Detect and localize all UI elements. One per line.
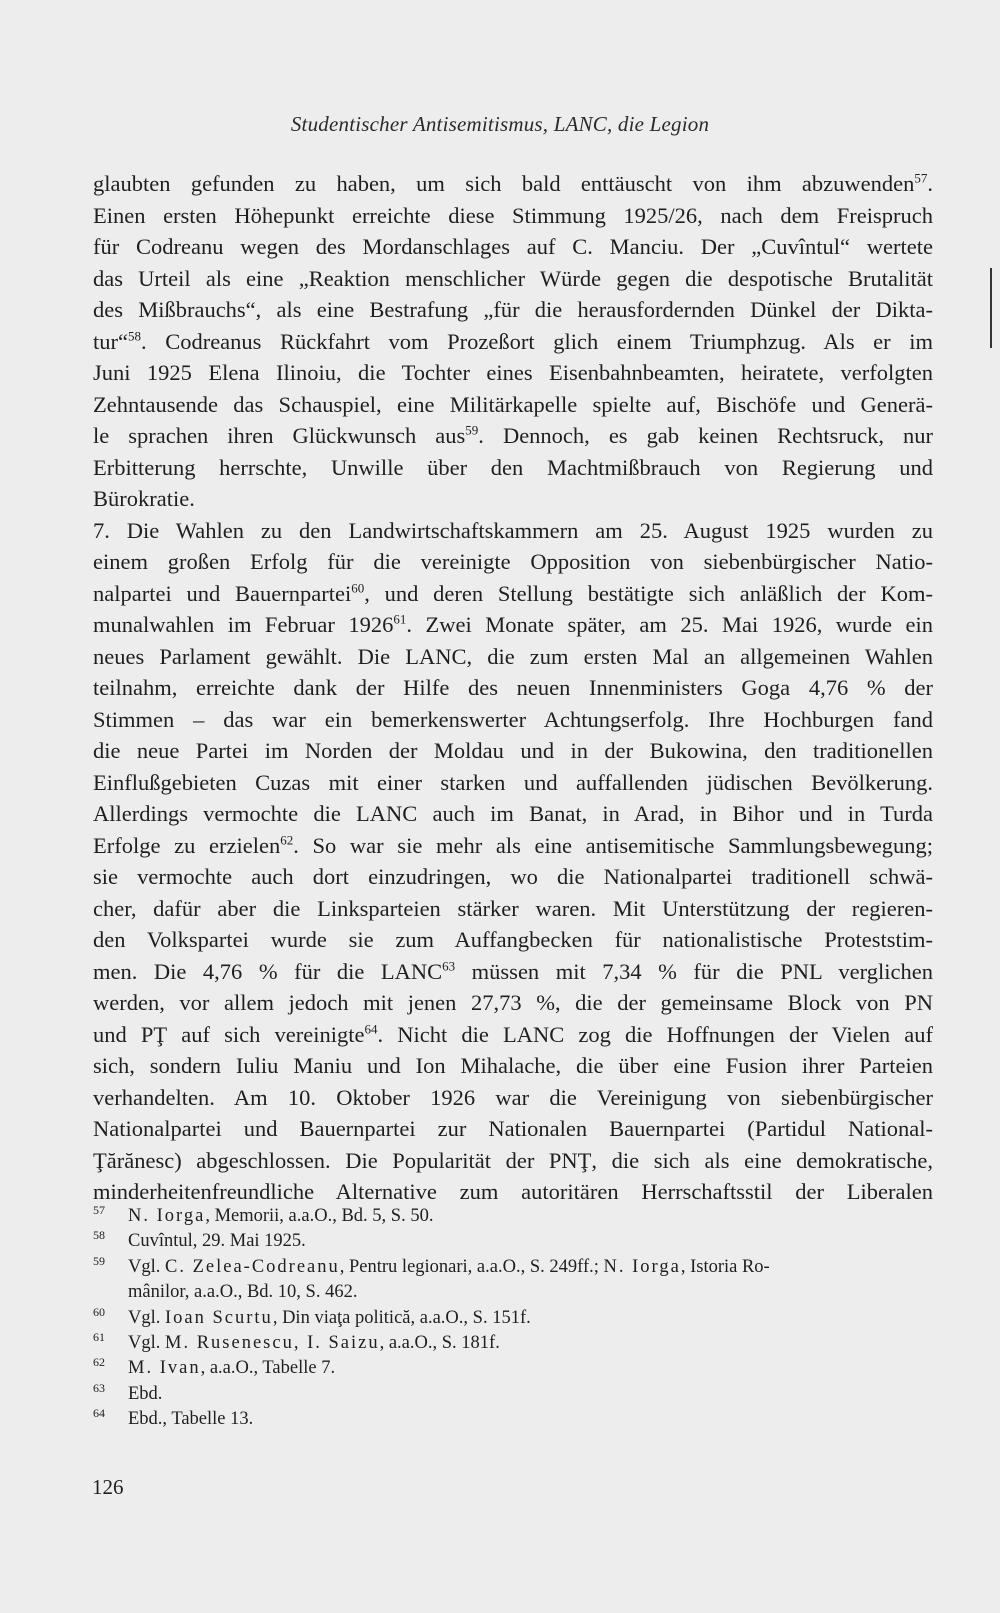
text-line: le sprachen ihren Glückwunsch aus$^{59}$. Dennoch, es gab keinen Rechtsruck, nur bbox=[93, 422, 933, 448]
text-line: das Urteil als eine „Reaktion menschlicher Würde gegen die despotische Brutalität bbox=[93, 265, 933, 291]
footnote: 61 Vgl. M. Rusenescu, I. Saizu, a.a.O., S. 181f. bbox=[93, 1331, 933, 1356]
text-line: glaubten gefunden zu haben, um sich bald enttäuscht von ihm abzuwenden$^{57}$. bbox=[93, 170, 933, 196]
footnote-number: 60 bbox=[93, 1304, 105, 1319]
text-line: verhandelten. Am 10. Oktober 1926 war die Vereinigung von siebenbürgischer bbox=[93, 1084, 933, 1110]
text-line: und PŢ auf sich vereinigte$^{64}$. Nicht die LANC zog die Hoffnungen der Vielen auf bbox=[93, 1021, 933, 1047]
footnote-number: 63 bbox=[93, 1380, 105, 1395]
footnote-number: 59 bbox=[93, 1253, 105, 1268]
running-head: Studentischer Antisemitismus, LANC, die Legion bbox=[290, 112, 710, 136]
footnotes bbox=[93, 1204, 933, 1433]
text-line: men. Die 4,76 % für die LANC$^{63}$ müssen mit 7,34 % für die PNL verglichen bbox=[93, 958, 933, 984]
text-line: Nationalpartei und Bauernpartei zur Nationalen Bauernpartei (Partidul National- bbox=[93, 1116, 933, 1141]
text-line: munalwahlen im Februar 1926$^{61}$. Zwei Monate später, am 25. Mai 1926, wurde ein bbox=[93, 611, 934, 637]
footnote-number: 64 bbox=[93, 1406, 105, 1421]
footnote: 57 N. Iorga, Memorii, a.a.O., Bd. 5, S. 50. bbox=[93, 1204, 933, 1229]
text-line: Juni 1925 Elena Ilinoiu, die Tochter eines Eisenbahnbeamten, heiratete, verfolgten bbox=[93, 360, 933, 385]
footnote-number: 57 bbox=[93, 1203, 105, 1217]
text-line: sie vermochte auch dort einzudringen, wo die Nationalpartei traditionell schwä- bbox=[93, 864, 933, 889]
text-line: für Codreanu wegen des Mordanschlages auf C. Manciu. Der „Cuvîntul“ wertete bbox=[93, 234, 933, 259]
text-line: des Mißbrauchs“, als eine Bestrafung „für die herausfordernden Dünkel der Dikta- bbox=[93, 297, 933, 322]
text-line: tur“$^{58}$. Codreanus Rückfahrt vom Prozeßort glich einem Triumphzug. Als er im bbox=[93, 328, 933, 354]
footnote: 62 M. Ivan, a.a.O., Tabelle 7. bbox=[93, 1356, 933, 1381]
text-line: die neue Partei im Norden der Moldau und in der Bukowina, den traditionellen bbox=[93, 738, 933, 763]
text-line: Einen ersten Höhepunkt erreichte diese Stimmung 1925/26, nach dem Freispruch bbox=[93, 202, 933, 228]
text-line: Allerdings vermochte die LANC auch im Banat, in Arad, in Bihor und in Turda bbox=[93, 801, 933, 826]
text-line: den Volkspartei wurde sie zum Auffangbecken für nationalistische Proteststim- bbox=[93, 927, 933, 952]
text-line: einem großen Erfolg für die vereinigte Opposition von siebenbürgischer Natio- bbox=[93, 549, 933, 574]
text-line: teilnahm, erreichte dank der Hilfe des neuen Innenministers Goga 4,76 % der bbox=[93, 675, 933, 700]
footnote-number: 61 bbox=[93, 1330, 105, 1345]
text-line: minderheitenfreundliche Alternative zum autoritären Herrschaftsstil der Liberalen bbox=[93, 1179, 933, 1204]
text-line: Bürokratie. bbox=[93, 486, 195, 511]
footnote-number: 62 bbox=[93, 1355, 105, 1370]
footnote: 59 Vgl. C. Zelea-Codreanu, Pentru legionari, a.a.O., S. 249ff.; N. Iorga, Istoria Ro- mânilor, a.a.O., Bd. 10, S. 462. bbox=[93, 1255, 933, 1306]
text-line: Stimmen – das war ein bemerkenswerter Achtungserfolg. Ihre Hochburgen fand bbox=[93, 706, 933, 732]
footnote: 60 Vgl. Ioan Scurtu, Din viaţa politică, a.a.O., S. 151f. bbox=[93, 1306, 933, 1331]
text-line: neues Parlament gewählt. Die LANC, die zum ersten Mal an allgemeinen Wahlen bbox=[93, 643, 933, 669]
text-line: nalpartei und Bauernpartei$^{60}$, und deren Stellung bestätigte sich anläßlich der Kom- bbox=[93, 580, 933, 606]
footnote: 58 Cuvîntul, 29. Mai 1925. bbox=[93, 1229, 933, 1254]
footnote: 63 Ebd. bbox=[93, 1382, 933, 1407]
footnote-number: 58 bbox=[93, 1228, 105, 1243]
text-line: Einflußgebieten Cuzas mit einer starken und auffallenden jüdischen Bevölkerung. bbox=[93, 769, 933, 795]
footnote: 64 Ebd., Tabelle 13. bbox=[93, 1407, 933, 1432]
margin-mark bbox=[990, 268, 992, 348]
text-line: sich, sondern Iuliu Maniu und Ion Mihalache, die über eine Fusion ihrer Parteien bbox=[93, 1053, 933, 1078]
page-number: 126 bbox=[92, 1475, 124, 1499]
text-line: Erbitterung herrschte, Unwille über den Machtmißbrauch von Regierung und bbox=[93, 454, 933, 480]
text-line: werden, vor allem jedoch mit jenen 27,73 %, die der gemeinsame Block von PN bbox=[93, 990, 933, 1015]
text-line: Ţărănesc) abgeschlossen. Die Popularität der PNŢ, die sich als eine demokratische, bbox=[93, 1147, 933, 1173]
text-line: 7. Die Wahlen zu den Landwirtschaftskammern am 25. August 1925 wurden zu bbox=[93, 517, 933, 543]
text-line: cher, dafür aber die Linksparteien stärker waren. Mit Unterstützung der regieren- bbox=[93, 895, 933, 921]
text-line: Erfolge zu erzielen$^{62}$. So war sie mehr als eine antisemitische Sammlungsbewegung; bbox=[93, 832, 933, 858]
text-line: Zehntausende das Schauspiel, eine Militärkapelle spielte auf, Bischöfe und Generä- bbox=[93, 391, 933, 417]
body-text bbox=[93, 168, 933, 1208]
